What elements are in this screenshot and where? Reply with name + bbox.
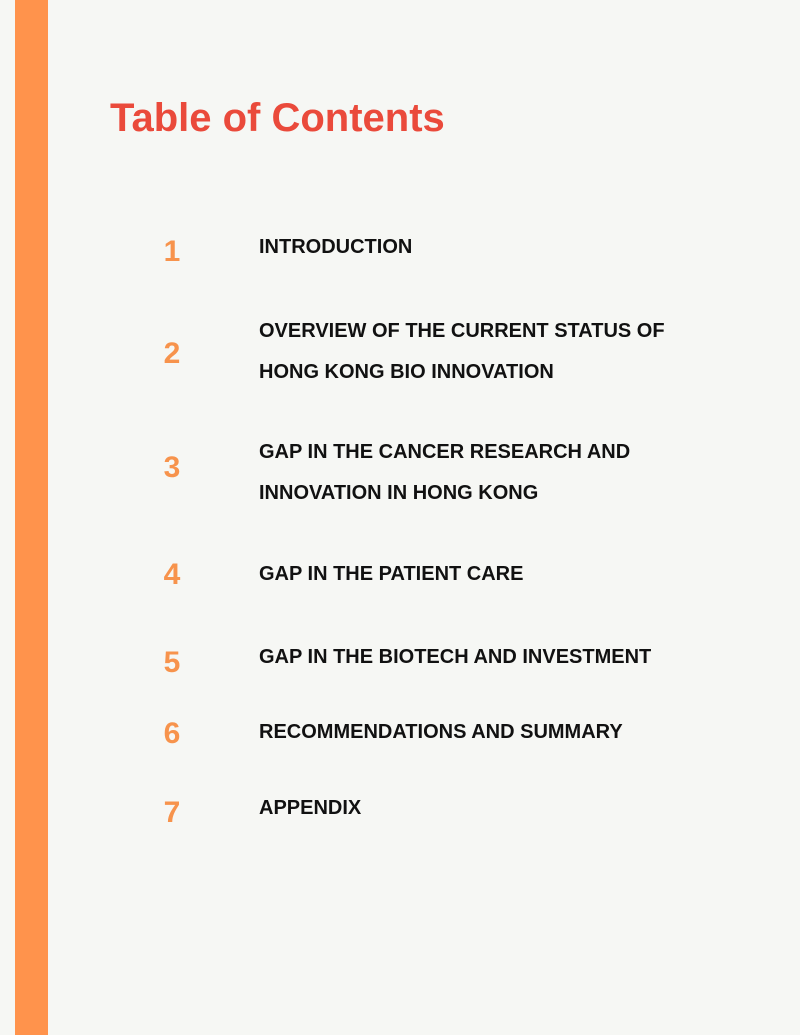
toc-entry-number: 3 [163, 451, 181, 484]
toc-entry-number: 4 [163, 558, 181, 591]
page-title: Table of Contents [110, 96, 445, 140]
toc-entry-label: GAP IN THE PATIENT CARE [259, 563, 524, 585]
toc-entry-number: 6 [163, 717, 181, 750]
toc-entry-number: 5 [163, 646, 181, 679]
toc-entry-number: 2 [163, 337, 181, 370]
toc-entry-number: 1 [163, 235, 181, 268]
toc-entry-label: OVERVIEW OF THE CURRENT STATUS OF HONG KONG BIO INNOVATION [259, 320, 665, 383]
toc-entry-label: GAP IN THE CANCER RESEARCH AND INNOVATION IN HONG KONG [259, 441, 631, 504]
toc-entry-label: RECOMMENDATIONS AND SUMMARY [259, 721, 623, 743]
toc-entry-label: APPENDIX [259, 797, 362, 819]
toc-entry-label: INTRODUCTION [259, 236, 413, 258]
toc-entry-number: 7 [163, 796, 181, 829]
toc-entry-label: GAP IN THE BIOTECH AND INVESTMENT [259, 646, 652, 668]
